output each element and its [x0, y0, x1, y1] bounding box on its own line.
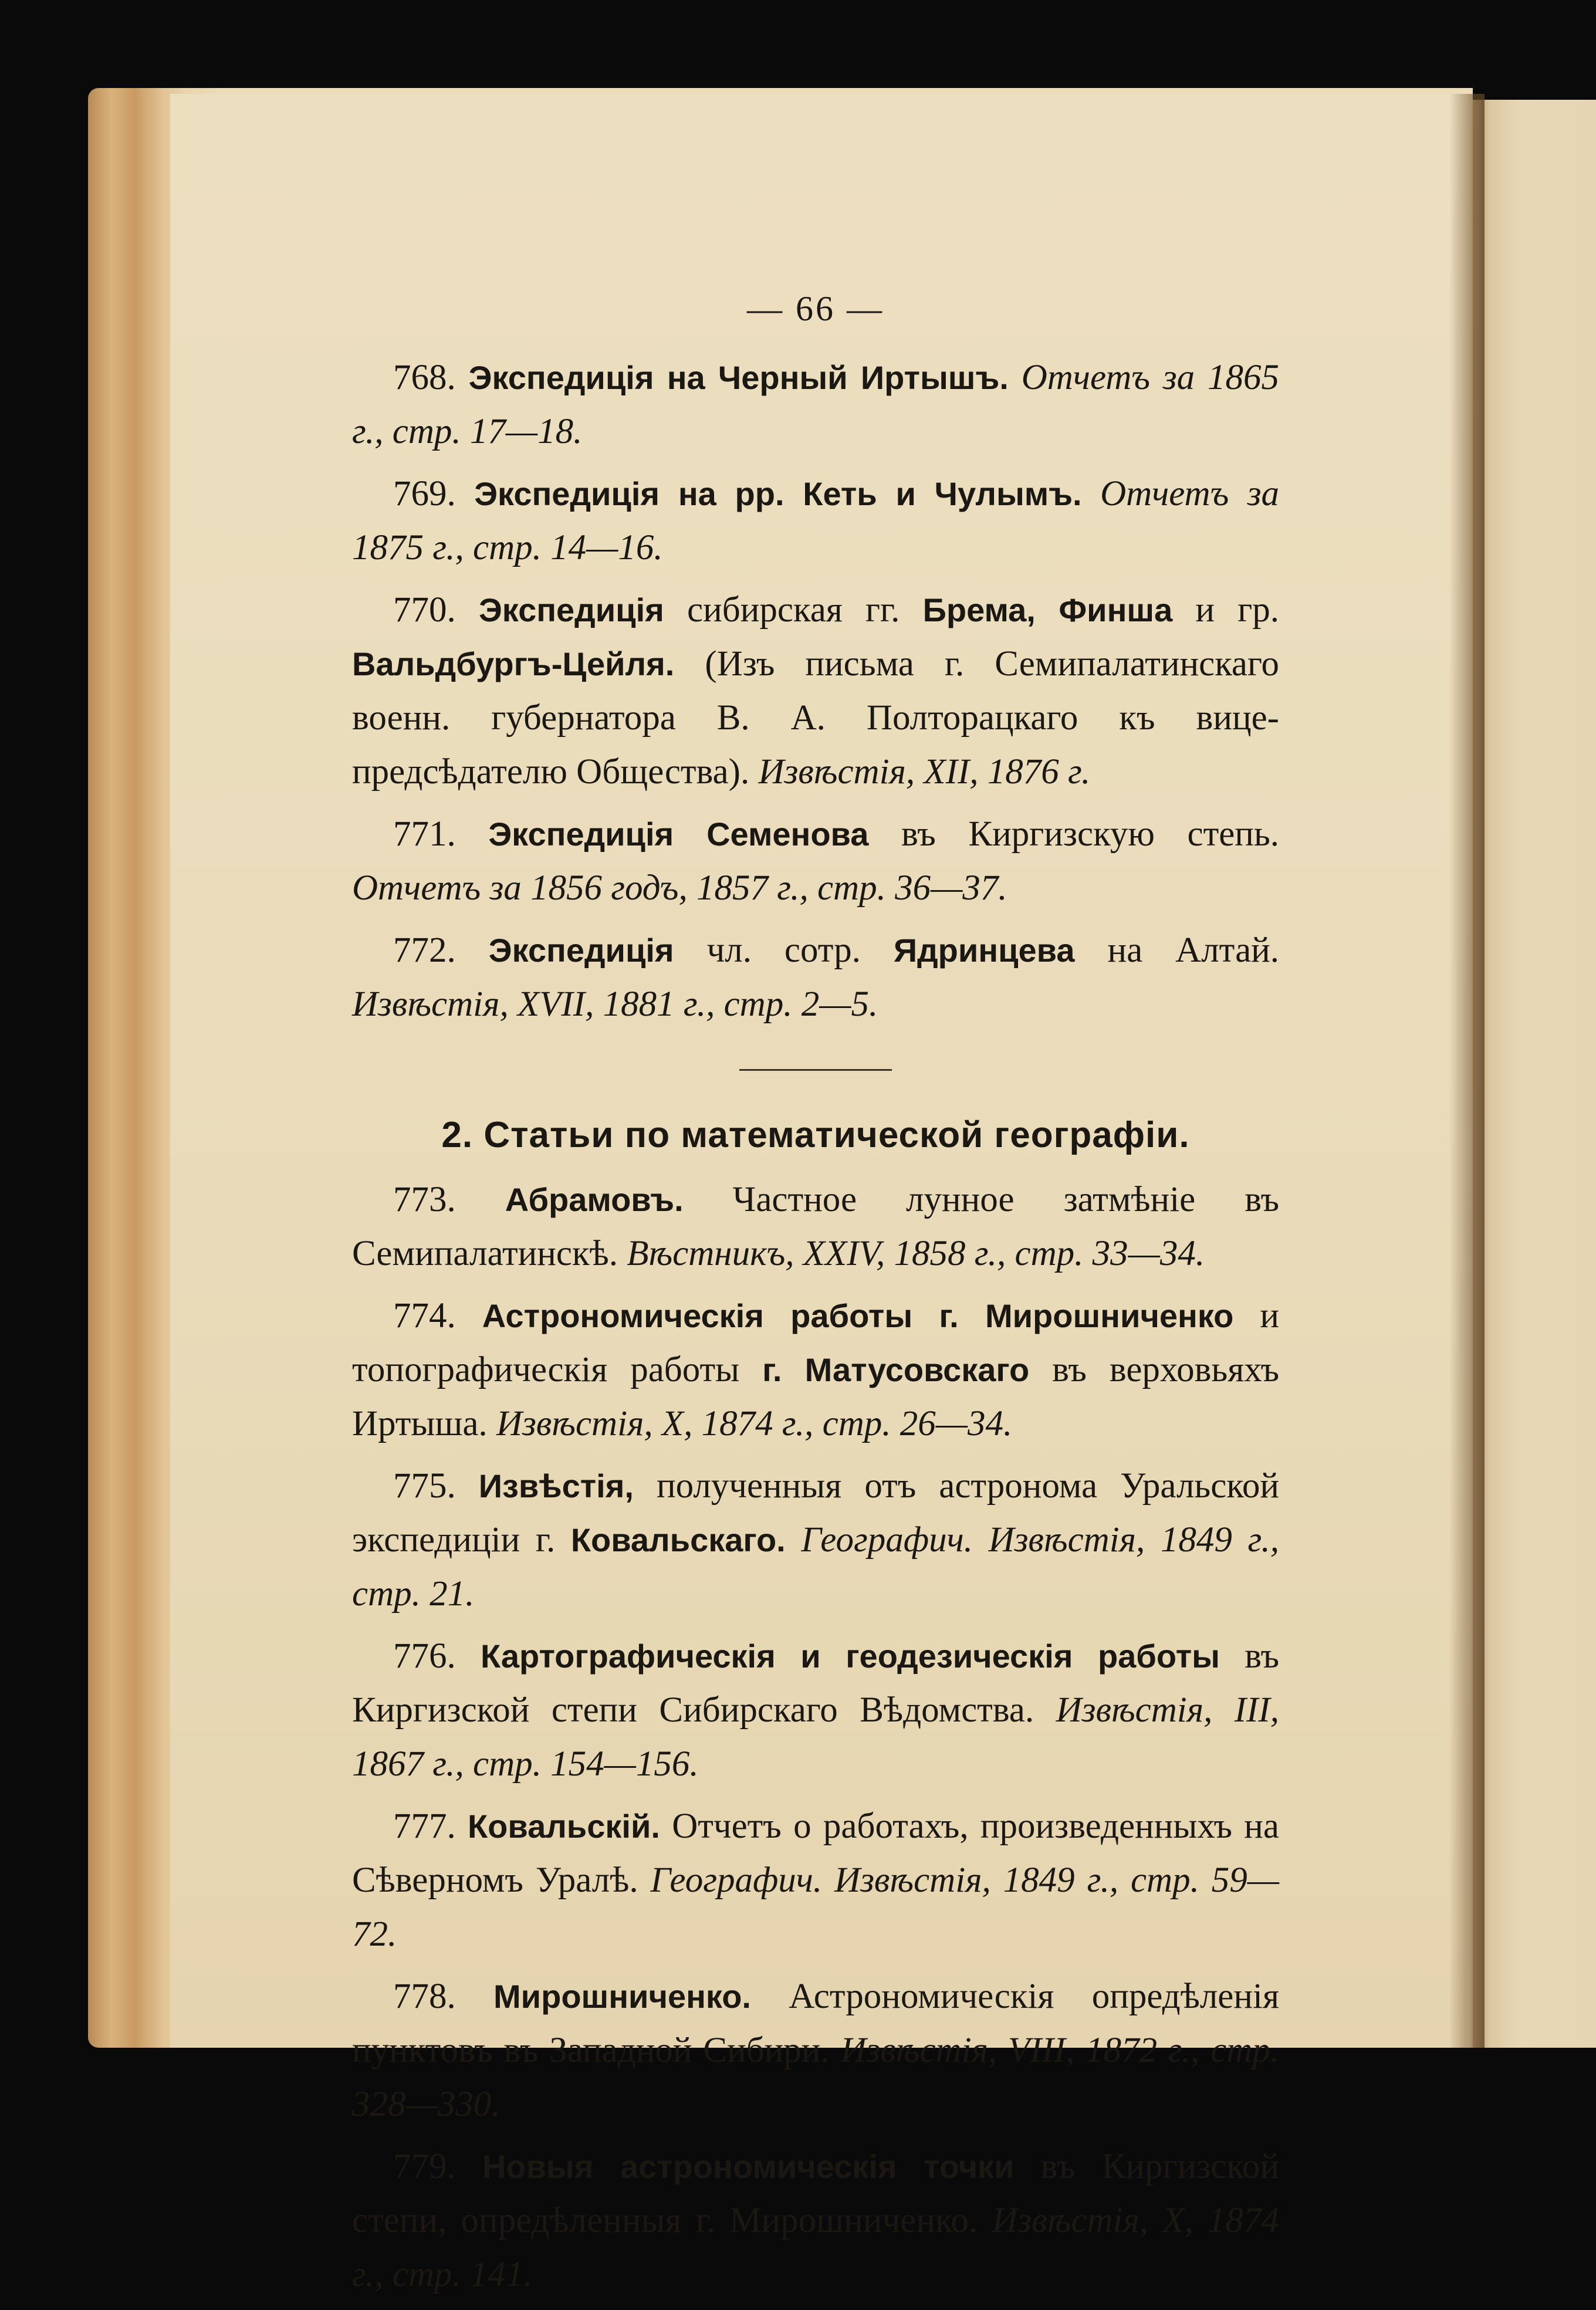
entries-math-geography: [352, 1173, 1279, 2302]
book-gutter: [1449, 94, 1485, 2048]
entry-770: 770. Экспедиція сибирская гг. Брема, Финша и гр. Вальдбургъ-Цейля. (Изъ письма г. Семипалатинскаго военн. губернатора В. А. Полторацкаго къ вице-предсѣдателю Общества). Извѣстія, XII, 1876 г.: [352, 590, 1280, 792]
entry-773: 773. Абрамовъ. Частное лунное затмѣніе въ Семипалатинскѣ. Вѣстникъ, XXIV, 1858 г., стр. 33—34.: [352, 1180, 1280, 1273]
entry-776: 776. Картографическія и геодезическія работы въ Киргизской степи Сибирскаго Вѣдомства. Извѣстія, III, 1867 г., стр. 154—156.: [352, 1636, 1280, 1784]
page-number: — 66 —: [747, 289, 884, 328]
section-divider: [739, 1069, 892, 1071]
entries-expeditions: [352, 351, 1279, 1031]
entry-774: 774. Астрономическія работы г. Мирошниченко и топографическія работы г. Матусовскаго въ верховьяхъ Иртыша. Извѣстія, X, 1874 г., стр. 26—34.: [352, 1296, 1280, 1443]
section-title: 2. Статьи по математической географіи.: [441, 1115, 1190, 1155]
entry-769: 769. Экспедиція на рр. Кеть и Чулымъ. Отчетъ за 1875 г., стр. 14—16.: [352, 474, 1280, 567]
entry-777: 777. Ковальскій. Отчетъ о работахъ, произведенныхъ на Сѣверномъ Уралѣ. Географич. Извѣстія, 1849 г., стр. 59—72.: [352, 1807, 1280, 1954]
entry-779: 779. Новыя астрономическія точки въ Киргизской степи, опредѣленныя г. Мирошниченко. Извѣстія, X, 1874 г., стр. 141.: [352, 2147, 1280, 2294]
facing-page: [1473, 100, 1596, 2048]
entry-775: 775. Извѣстія, полученныя отъ астронома Уральской экспедиціи г. Ковальскаго. Географич. Извѣстія, 1849 г., стр. 21.: [352, 1466, 1280, 1614]
entry-768: 768. Экспедиція на Черный Иртышъ. Отчетъ за 1865 г., стр. 17—18.: [352, 358, 1280, 451]
entry-771: 771. Экспедиція Семенова въ Киргизскую степь. Отчетъ за 1856 годъ, 1857 г., стр. 36—37.: [352, 814, 1280, 908]
entry-772: 772. Экспедиція чл. сотр. Ядринцева на Алтай. Извѣстія, XVII, 1881 г., стр. 2—5.: [352, 931, 1280, 1024]
page-text: [352, 282, 1279, 2310]
entry-778: 778. Мирошниченко. Астрономическія опредѣленія пунктовъ въ Западной Сибири. Извѣстія, VIII, 1872 г., стр. 328—330.: [352, 1977, 1280, 2124]
